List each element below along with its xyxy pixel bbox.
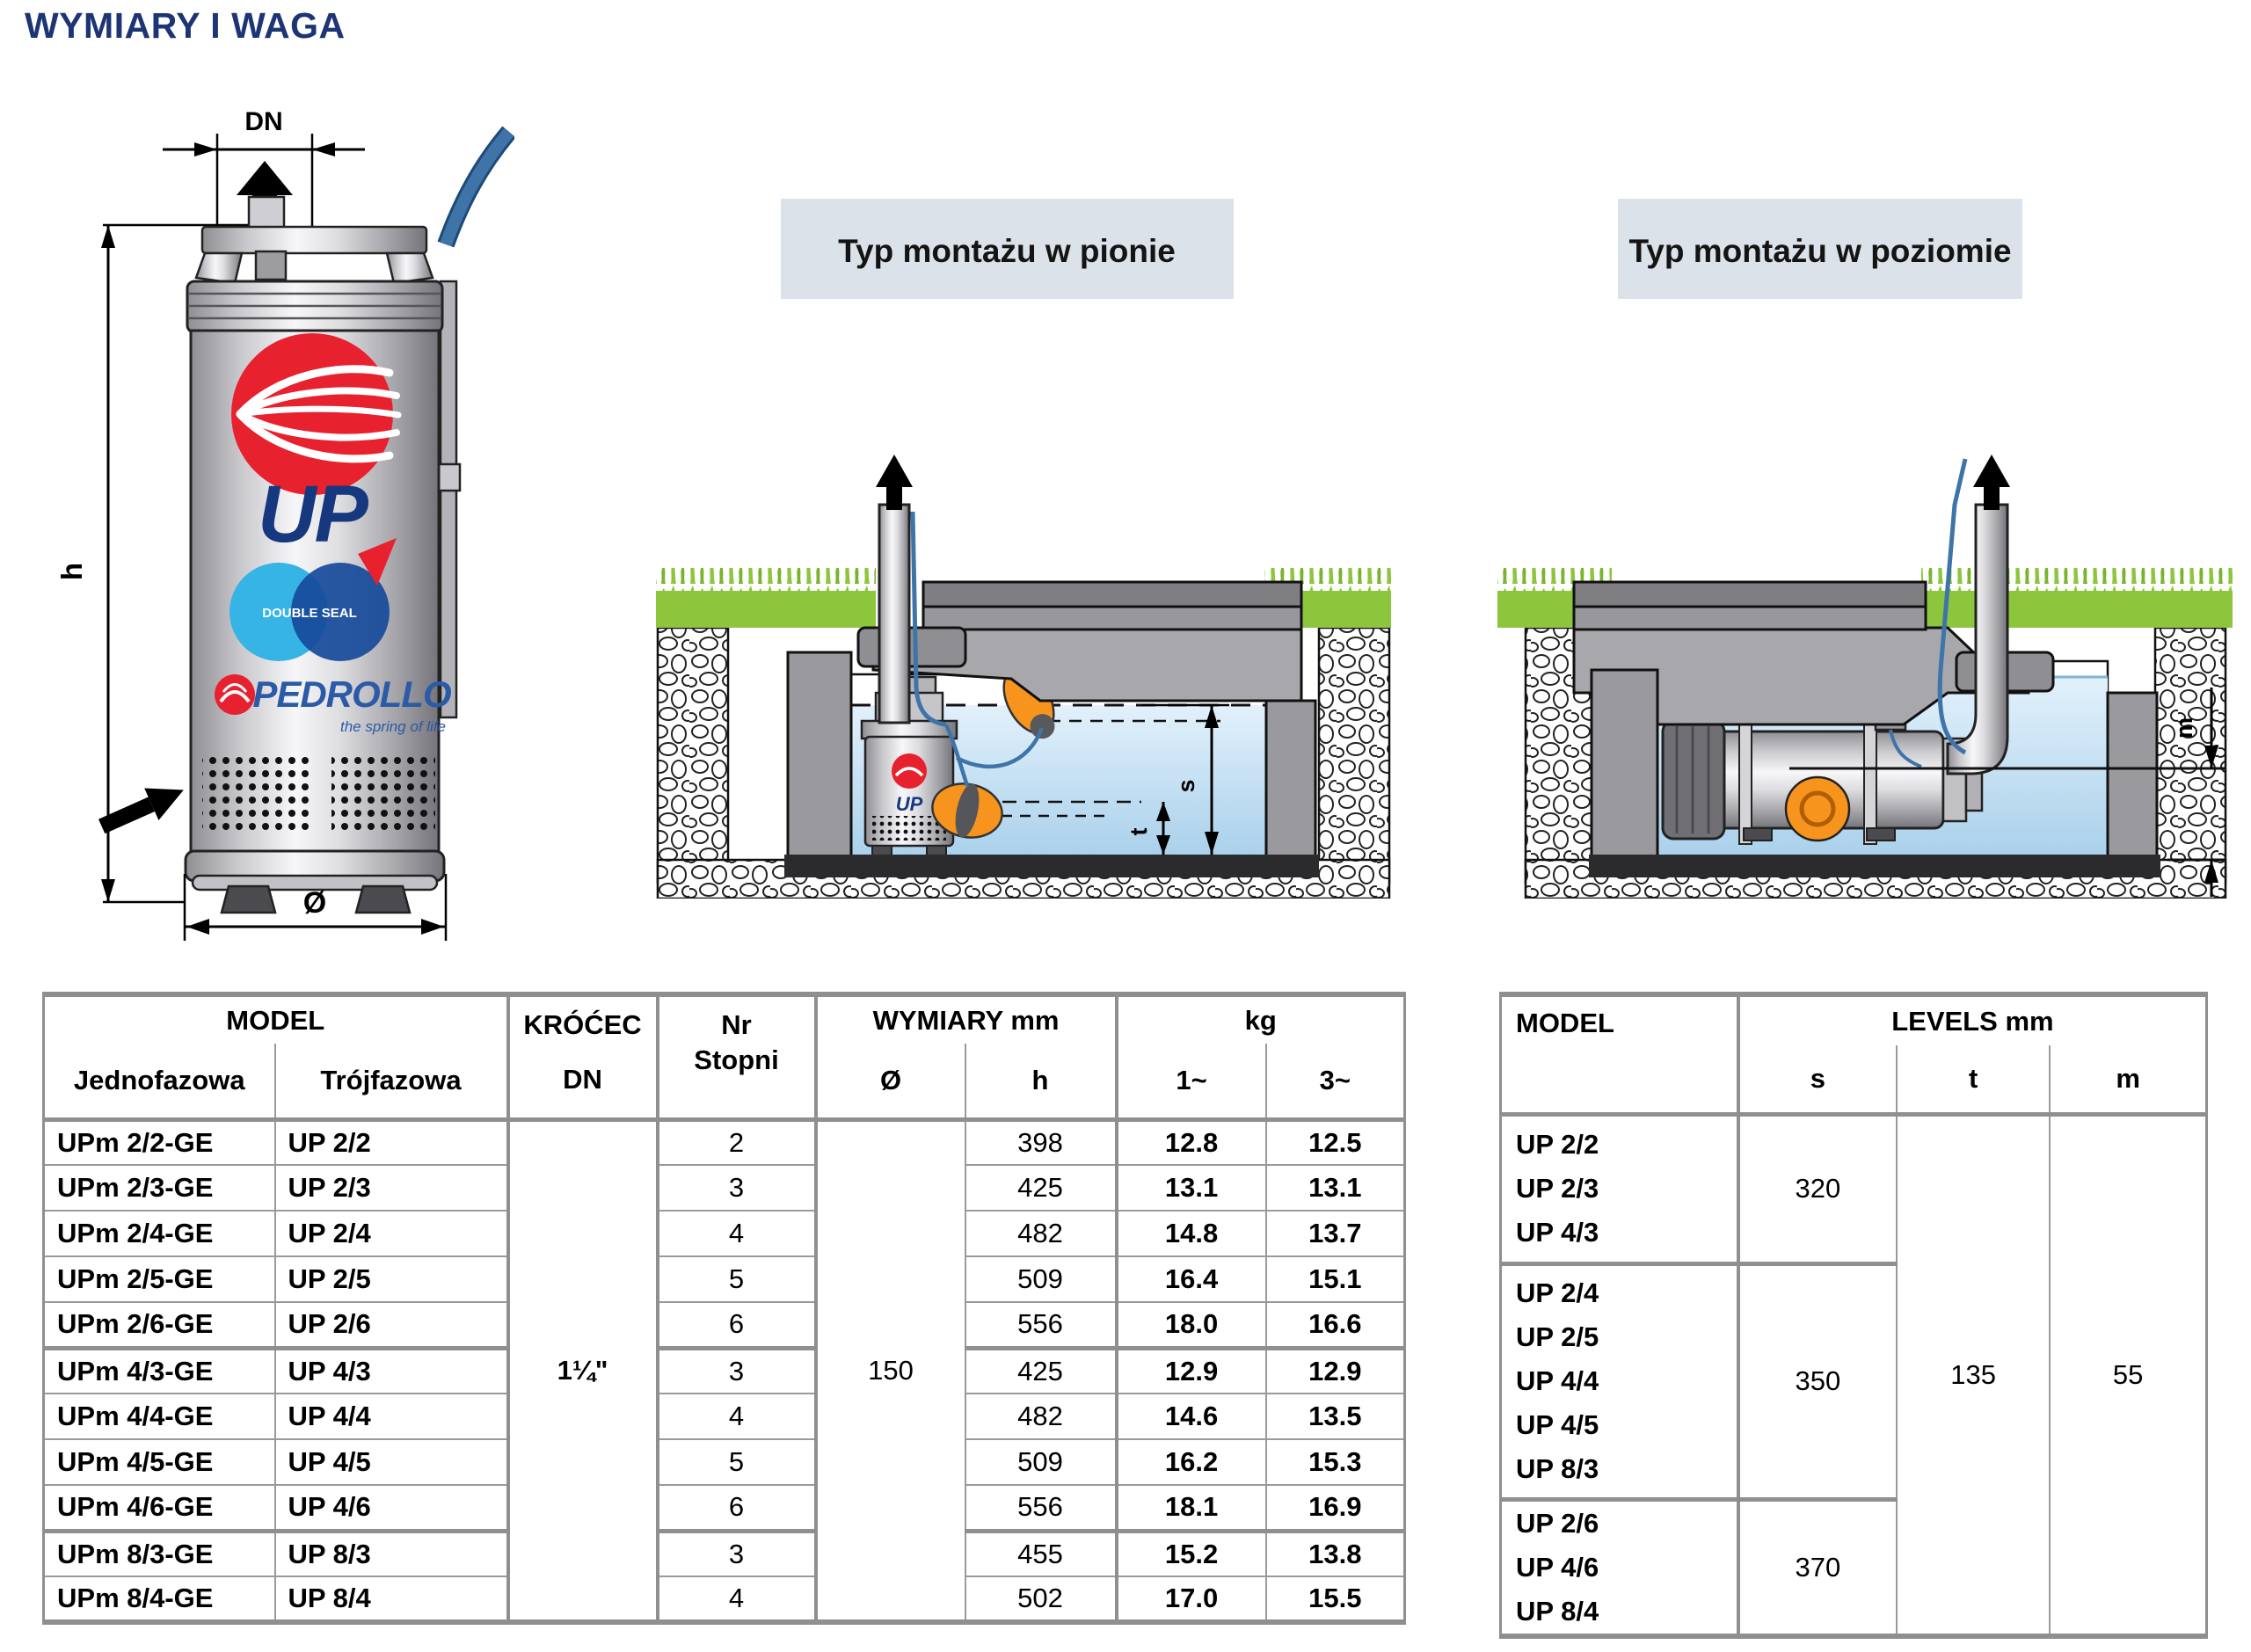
cell-stages: 6 bbox=[658, 1302, 816, 1348]
cell-three-phase: UP 2/6 bbox=[275, 1302, 508, 1348]
port-bolt bbox=[256, 251, 286, 280]
up-logo: UP bbox=[258, 469, 367, 559]
cell-three-phase: UP 2/5 bbox=[275, 1256, 508, 1302]
discharge-port bbox=[249, 197, 284, 229]
table-row bbox=[44, 1439, 1405, 1485]
levels-table bbox=[1499, 992, 2208, 1639]
suction-grate-right bbox=[331, 753, 435, 833]
model-line: UP 2/6 bbox=[1516, 1507, 1599, 1539]
table-row bbox=[44, 1211, 1405, 1256]
foot-right bbox=[356, 886, 410, 913]
t-header: t bbox=[1897, 1045, 2050, 1114]
flow-up-arrow-icon bbox=[1973, 455, 2010, 510]
cell-model-group bbox=[1501, 1499, 1738, 1636]
cell-kg3: 13.1 bbox=[1266, 1165, 1405, 1211]
table-header-row bbox=[44, 994, 1405, 1044]
grass-left bbox=[656, 591, 876, 628]
pipe-collar bbox=[858, 628, 965, 666]
suction-grate-left bbox=[202, 753, 315, 833]
levels-header-unit: mm bbox=[2005, 1005, 2054, 1037]
cell-stages: 4 bbox=[658, 1394, 816, 1439]
lug-left bbox=[196, 253, 242, 283]
mounting-plate bbox=[202, 227, 426, 253]
cell-stages: 3 bbox=[658, 1531, 816, 1576]
grass-right bbox=[1921, 591, 2233, 628]
cell-single-phase: UPm 2/5-GE bbox=[44, 1256, 275, 1302]
lug-right bbox=[387, 253, 433, 283]
cell-single-phase: UPm 2/6-GE bbox=[44, 1302, 275, 1348]
cell-kg1: 13.1 bbox=[1117, 1165, 1266, 1211]
stages-header-line2: Stopni bbox=[694, 1044, 779, 1076]
h-arrow-bottom-icon bbox=[101, 879, 115, 902]
cell-single-phase: UPm 4/3-GE bbox=[44, 1348, 275, 1394]
diameter-header: Ø bbox=[816, 1044, 965, 1119]
dia-dimension-label: Ø bbox=[302, 886, 327, 920]
table-row bbox=[44, 1348, 1405, 1394]
cell-three-phase: UP 8/4 bbox=[275, 1576, 508, 1622]
cell-single-phase: UPm 2/4-GE bbox=[44, 1211, 275, 1256]
s-dimension-label: s bbox=[1173, 779, 1199, 793]
mini-up-logo: UP bbox=[895, 793, 923, 815]
s-header: s bbox=[1738, 1045, 1897, 1114]
cell-kg3: 15.1 bbox=[1266, 1256, 1405, 1302]
cell-s: 370 bbox=[1738, 1499, 1897, 1636]
dn-dimension-label: DN bbox=[244, 107, 283, 136]
tank-wall-right bbox=[2108, 693, 2157, 860]
m-header: m bbox=[2050, 1045, 2206, 1114]
table-row bbox=[44, 1256, 1405, 1302]
cell-stages: 3 bbox=[658, 1165, 816, 1211]
flow-up-arrow-icon bbox=[876, 455, 913, 510]
tank-lid-top bbox=[1574, 582, 1926, 608]
riser-pipe bbox=[879, 505, 909, 723]
cell-h: 556 bbox=[965, 1485, 1117, 1531]
model-line: UP 2/3 bbox=[1516, 1173, 1599, 1204]
tank-floor bbox=[1589, 855, 2160, 877]
cell-single-phase: UPm 8/4-GE bbox=[44, 1576, 275, 1622]
tank-wall-right bbox=[1266, 701, 1315, 860]
port-header bbox=[508, 994, 658, 1119]
cell-kg3: 12.9 bbox=[1266, 1348, 1405, 1394]
cell-stages: 5 bbox=[658, 1439, 816, 1485]
model-line: UP 8/4 bbox=[1516, 1595, 1599, 1627]
dimensions-header-unit: mm bbox=[1010, 1004, 1060, 1036]
levels-header bbox=[1738, 994, 2207, 1045]
cell-three-phase: UP 4/5 bbox=[275, 1439, 508, 1485]
m-dimension-label: m bbox=[2171, 717, 2197, 739]
power-cable-core bbox=[446, 132, 509, 244]
tank-wall-left bbox=[788, 652, 851, 860]
cell-h: 556 bbox=[965, 1302, 1117, 1348]
cell-three-phase: UP 4/3 bbox=[275, 1348, 508, 1394]
port-header-line1: KRÓĆEC bbox=[523, 1009, 642, 1041]
dn-arrow-left-icon bbox=[194, 142, 217, 156]
cell-single-phase: UPm 4/5-GE bbox=[44, 1439, 275, 1485]
cable-clip bbox=[437, 464, 460, 491]
pump-foot bbox=[1867, 828, 1895, 841]
cable-conduit bbox=[441, 281, 456, 717]
cell-single-phase: UPm 4/4-GE bbox=[44, 1394, 275, 1439]
cell-kg1: 16.2 bbox=[1117, 1439, 1266, 1485]
float-switch-on-pump bbox=[1786, 777, 1849, 841]
dia-arrow-left-icon bbox=[186, 919, 209, 935]
cell-model-group bbox=[1501, 1114, 1738, 1263]
model-line: UP 4/4 bbox=[1516, 1365, 1599, 1396]
cell-kg3: 16.9 bbox=[1266, 1485, 1405, 1531]
cell-kg3: 12.5 bbox=[1266, 1119, 1405, 1165]
levels-header-word: LEVELS bbox=[1891, 1005, 1998, 1037]
cell-stages: 3 bbox=[658, 1348, 816, 1394]
dimensions-header bbox=[816, 994, 1117, 1044]
stages-header bbox=[658, 994, 816, 1119]
table-row bbox=[1501, 1114, 2207, 1263]
horizontal-mount-title: Typ montażu w poziomie bbox=[1628, 233, 2012, 269]
cell-kg1: 12.9 bbox=[1117, 1348, 1266, 1394]
dia-arrow-right-icon bbox=[421, 919, 444, 935]
pedrollo-tagline: the spring of life bbox=[339, 718, 447, 735]
tank-lid-rim bbox=[1574, 607, 1926, 630]
cell-h: 398 bbox=[965, 1119, 1117, 1165]
cell-kg1: 12.8 bbox=[1117, 1119, 1266, 1165]
cell-kg3: 15.3 bbox=[1266, 1439, 1405, 1485]
table-row bbox=[44, 1485, 1405, 1531]
weight-single-header: 1~ bbox=[1117, 1044, 1266, 1119]
cell-kg3: 16.6 bbox=[1266, 1302, 1405, 1348]
three-phase-header: Trójfazowa bbox=[275, 1044, 508, 1119]
vertical-mount-title: Typ montażu w pionie bbox=[838, 233, 1176, 269]
horizontal-mount-figure bbox=[1490, 195, 2238, 899]
mini-fan-logo bbox=[892, 753, 927, 789]
table-row bbox=[44, 1119, 1405, 1165]
model-line: UP 2/2 bbox=[1516, 1129, 1599, 1160]
cell-single-phase: UPm 2/3-GE bbox=[44, 1165, 275, 1211]
stone-wall-right bbox=[1319, 628, 1389, 883]
model-line: UP 4/5 bbox=[1516, 1409, 1599, 1440]
model-line: UP 8/3 bbox=[1516, 1453, 1599, 1484]
cell-h: 455 bbox=[965, 1531, 1117, 1576]
tank-floor bbox=[784, 855, 1319, 877]
cell-single-phase: UPm 8/3-GE bbox=[44, 1531, 275, 1576]
port-header-line2: DN bbox=[563, 1064, 602, 1095]
cell-t: 135 bbox=[1897, 1114, 2050, 1636]
cell-kg3: 13.8 bbox=[1266, 1531, 1405, 1576]
h-dimension-label: h bbox=[55, 562, 88, 581]
stone-wall-left bbox=[658, 628, 728, 883]
double-seal-label: DOUBLE SEAL bbox=[262, 606, 357, 621]
horizontal-pump bbox=[1663, 719, 1982, 844]
single-phase-header: Jednofazowa bbox=[44, 1044, 275, 1119]
stages-header-line1: Nr bbox=[721, 1009, 752, 1041]
table-row bbox=[44, 1531, 1405, 1576]
cell-single-phase: UPm 4/6-GE bbox=[44, 1485, 275, 1531]
cell-three-phase: UP 2/3 bbox=[275, 1165, 508, 1211]
pump-dimension-drawing bbox=[48, 95, 514, 957]
h-arrow-top-icon bbox=[101, 225, 115, 248]
height-header: h bbox=[965, 1044, 1117, 1119]
page-title: WYMIARY I WAGA bbox=[25, 5, 346, 46]
cell-three-phase: UP 4/4 bbox=[275, 1394, 508, 1439]
cell-kg3: 15.5 bbox=[1266, 1576, 1405, 1622]
model-line: UP 2/5 bbox=[1516, 1321, 1599, 1352]
cell-h: 482 bbox=[965, 1211, 1117, 1256]
pump-foot bbox=[1744, 828, 1772, 841]
cell-stages: 4 bbox=[658, 1576, 816, 1622]
table-row bbox=[44, 1394, 1405, 1439]
support-strap-right bbox=[1864, 719, 1876, 844]
cell-diameter: 150 bbox=[816, 1119, 965, 1622]
tank-lid-rim bbox=[923, 607, 1301, 630]
cell-kg1: 14.6 bbox=[1117, 1394, 1266, 1439]
foot-left bbox=[222, 886, 275, 913]
cell-single-phase: UPm 2/2-GE bbox=[44, 1119, 275, 1165]
cell-h: 425 bbox=[965, 1348, 1117, 1394]
cell-model-group bbox=[1501, 1263, 1738, 1499]
t-dimension-label: t bbox=[1126, 827, 1152, 836]
cell-kg1: 17.0 bbox=[1117, 1576, 1266, 1622]
support-strap-left bbox=[1739, 719, 1752, 844]
model-line: UP 4/3 bbox=[1516, 1217, 1599, 1248]
cell-kg1: 18.1 bbox=[1117, 1485, 1266, 1531]
weight-three-header: 3~ bbox=[1266, 1044, 1405, 1119]
cell-h: 509 bbox=[965, 1439, 1117, 1485]
cell-h: 482 bbox=[965, 1394, 1117, 1439]
model-line: UP 2/4 bbox=[1516, 1277, 1599, 1308]
table-row bbox=[44, 1576, 1405, 1622]
tank-wall-left bbox=[1592, 670, 1657, 860]
cell-stages: 2 bbox=[658, 1119, 816, 1165]
cell-stages: 5 bbox=[658, 1256, 816, 1302]
cell-three-phase: UP 4/6 bbox=[275, 1485, 508, 1531]
model-header: MODEL bbox=[1501, 994, 1738, 1114]
cell-kg1: 14.8 bbox=[1117, 1211, 1266, 1256]
cell-s: 320 bbox=[1738, 1114, 1897, 1263]
grass-blades-left bbox=[656, 568, 876, 591]
cell-kg1: 16.4 bbox=[1117, 1256, 1266, 1302]
cell-port-dn: 1¼" bbox=[508, 1119, 658, 1622]
pedrollo-label: PEDROLLO bbox=[252, 673, 451, 715]
cell-h: 502 bbox=[965, 1576, 1117, 1622]
table-row bbox=[44, 1302, 1405, 1348]
dn-arrow-right-icon bbox=[312, 142, 335, 156]
table-row bbox=[44, 1165, 1405, 1211]
cell-s: 350 bbox=[1738, 1263, 1897, 1499]
cell-kg3: 13.5 bbox=[1266, 1394, 1405, 1439]
cell-m: 55 bbox=[2050, 1114, 2206, 1636]
tank-lid-top bbox=[923, 582, 1301, 608]
cell-stages: 4 bbox=[658, 1211, 816, 1256]
table-header-row bbox=[1501, 994, 2207, 1045]
cell-kg1: 15.2 bbox=[1117, 1531, 1266, 1576]
weight-header: kg bbox=[1117, 994, 1405, 1044]
grass-blades-right bbox=[1921, 568, 2233, 591]
dimensions-weight-table bbox=[42, 992, 1406, 1625]
cell-kg1: 18.0 bbox=[1117, 1302, 1266, 1348]
dimensions-header-word: WYMIARY bbox=[872, 1004, 1003, 1036]
model-line: UP 4/6 bbox=[1516, 1551, 1599, 1583]
cell-stages: 6 bbox=[658, 1485, 816, 1531]
cell-three-phase: UP 2/4 bbox=[275, 1211, 508, 1256]
cell-kg3: 13.7 bbox=[1266, 1211, 1405, 1256]
cell-three-phase: UP 8/3 bbox=[275, 1531, 508, 1576]
cell-h: 425 bbox=[965, 1165, 1117, 1211]
cell-h: 509 bbox=[965, 1256, 1117, 1302]
cell-three-phase: UP 2/2 bbox=[275, 1119, 508, 1165]
model-header: MODEL bbox=[44, 994, 508, 1044]
vertical-mount-figure bbox=[649, 195, 1401, 899]
